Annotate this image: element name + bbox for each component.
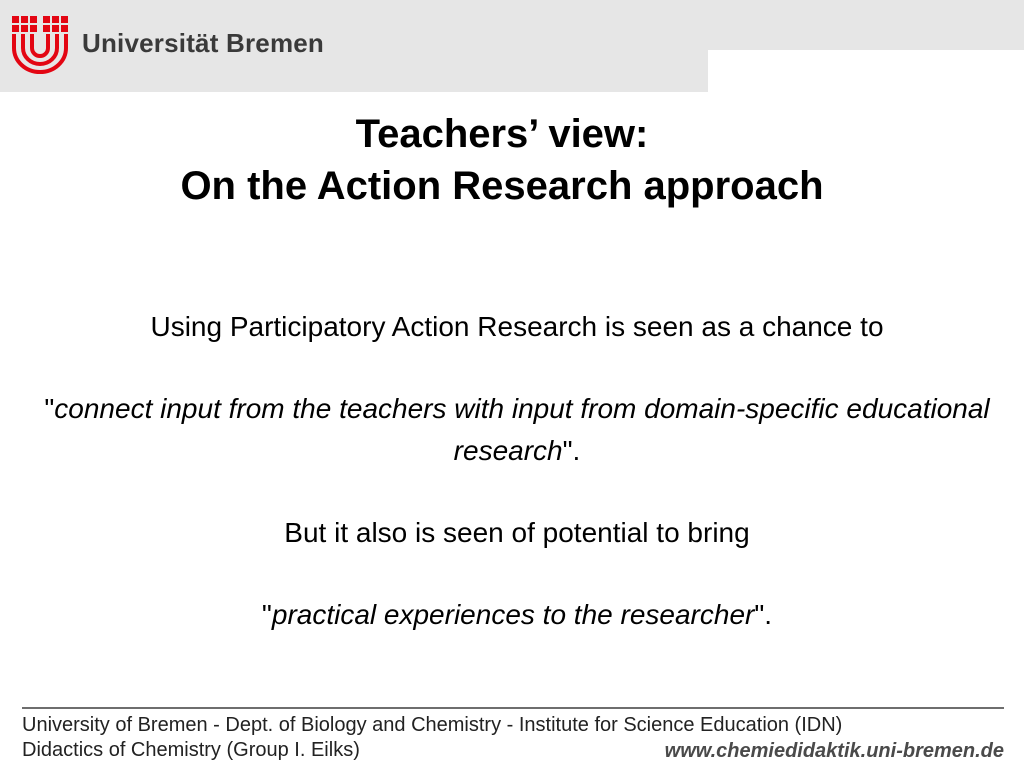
body-paragraph-1: Using Participatory Action Research is seen as a chance to: [150, 311, 884, 342]
footer-group: Didactics of Chemistry (Group I. Eilks): [22, 739, 360, 761]
body-paragraph-2: But it also is seen of potential to bring: [284, 517, 750, 548]
quote-1: [40, 388, 994, 472]
footer-url: www.chemiedidaktik.uni-bremen.de: [664, 740, 1004, 762]
slide-title-line2: On the Action Research approach: [180, 164, 824, 208]
slide-title-line1: Teachers’ view:: [355, 112, 649, 156]
quote-1-text: connect input from the teachers with input from domain-specific educational research: [54, 393, 990, 466]
footer-institution: University of Bremen - Dept. of Biology and Chemistry - Institute for Science Education (IDN): [22, 714, 843, 736]
quote-1-open: ": [44, 393, 55, 424]
quote-2-close: ".: [754, 599, 773, 630]
quote-2-text: practical experiences to the researcher: [271, 599, 755, 630]
header-notch: [708, 50, 1024, 92]
slide-title: [0, 108, 1004, 212]
quote-2-open: ": [261, 599, 272, 630]
slide-body: [40, 306, 994, 636]
quote-1-close: ".: [562, 435, 581, 466]
footer-divider: [22, 707, 1004, 709]
quote-2: [40, 594, 994, 636]
university-name: Universität Bremen: [82, 28, 325, 58]
university-logo-icon: [10, 14, 72, 74]
